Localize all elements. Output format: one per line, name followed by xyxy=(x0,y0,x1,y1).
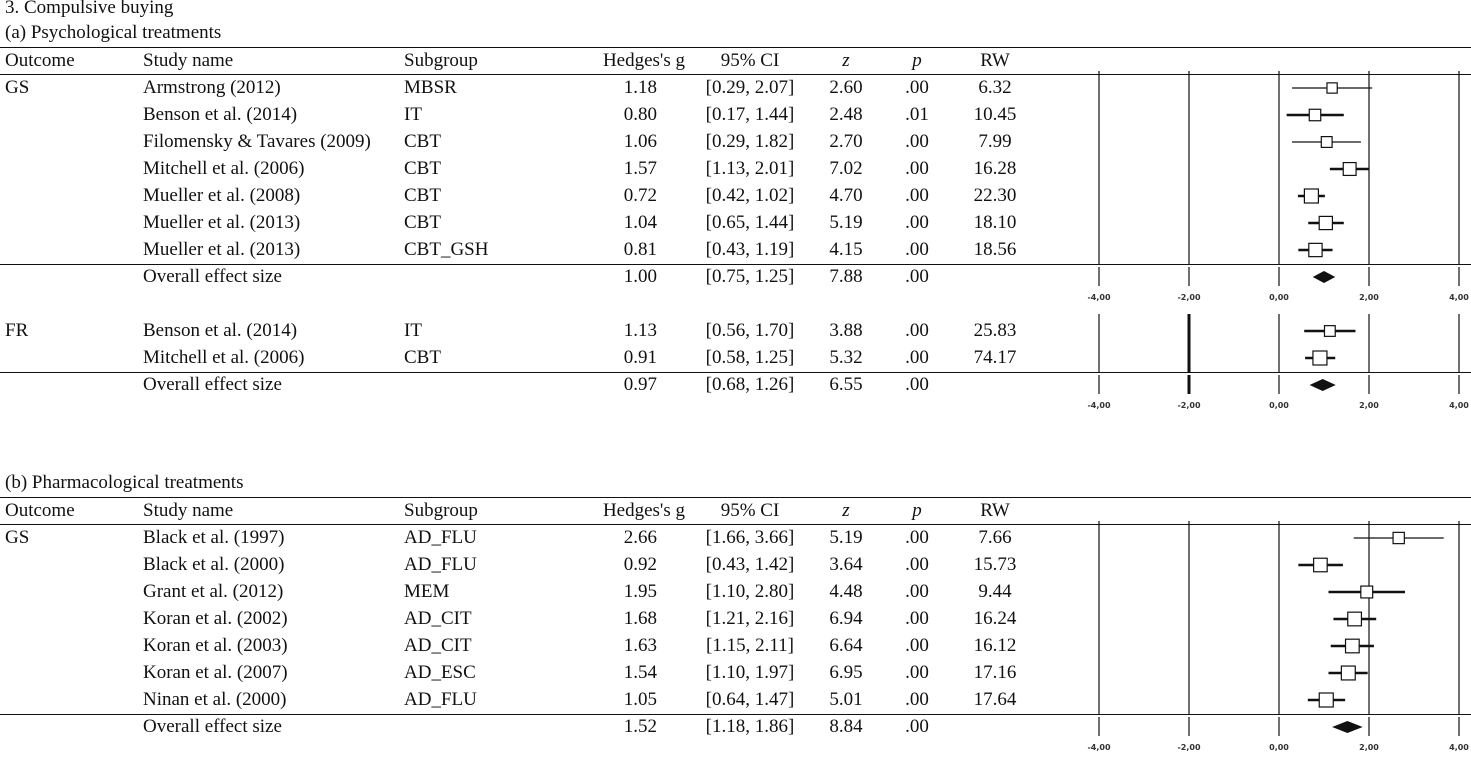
tick-label: -2,00 xyxy=(1177,743,1201,752)
summary-diamond xyxy=(1332,721,1363,733)
p-value: .00 xyxy=(905,608,929,629)
effect-size-square xyxy=(1304,189,1318,203)
overall-g-value: 0.97 xyxy=(623,374,657,395)
p-value: .00 xyxy=(905,185,929,206)
study-name: Black et al. (1997) xyxy=(143,527,285,548)
hedges-g-value: 0.91 xyxy=(623,347,657,368)
ci-value: [0.29, 2.07] xyxy=(705,77,795,98)
rw-value: 15.73 xyxy=(973,554,1017,575)
subgroup: CBT xyxy=(404,158,441,179)
header-p: p xyxy=(912,500,922,521)
tick-label: 2,00 xyxy=(1359,401,1379,410)
outcome-label: FR xyxy=(5,320,29,341)
ci-value: [0.43, 1.19] xyxy=(705,239,795,260)
subgroup: AD_FLU xyxy=(404,527,477,548)
ci-value: [0.42, 1.02] xyxy=(705,185,795,206)
hedges-g-value: 1.63 xyxy=(623,635,657,656)
ci-value: [1.21, 2.16] xyxy=(705,608,795,629)
study-name: Benson et al. (2014) xyxy=(143,104,298,125)
hedges-g-value: 2.66 xyxy=(623,527,657,548)
ci-value: [1.15, 2.11] xyxy=(706,635,794,656)
tick-label: -4,00 xyxy=(1087,743,1111,752)
hedges-g-value: 1.57 xyxy=(623,158,657,179)
hedges-g-value: 1.68 xyxy=(623,608,657,629)
hedges-g-value: 0.92 xyxy=(623,554,657,575)
study-name: Grant et al. (2012) xyxy=(143,581,284,602)
rw-value: 16.24 xyxy=(973,608,1017,629)
outcome-label: GS xyxy=(5,77,30,98)
tick-label: 2,00 xyxy=(1359,293,1379,302)
rw-value: 7.66 xyxy=(978,527,1012,548)
ci-value: [1.10, 1.97] xyxy=(705,662,795,683)
overall-p-value: .00 xyxy=(905,716,929,737)
z-value: 7.02 xyxy=(829,158,863,179)
ci-value: [0.65, 1.44] xyxy=(705,212,795,233)
z-value: 2.70 xyxy=(829,131,863,152)
ci-value: [0.29, 1.82] xyxy=(705,131,795,152)
summary-diamond xyxy=(1313,271,1336,283)
header-study-name: Study name xyxy=(143,50,234,71)
effect-size-square xyxy=(1321,137,1332,148)
hedges-g-value: 0.72 xyxy=(623,185,657,206)
p-value: .00 xyxy=(905,662,929,683)
rw-value: 10.45 xyxy=(973,104,1017,125)
effect-size-square xyxy=(1393,532,1404,543)
subgroup: AD_FLU xyxy=(404,689,477,710)
ci-value: [0.43, 1.42] xyxy=(705,554,795,575)
z-value: 6.95 xyxy=(829,662,863,683)
subgroup: CBT xyxy=(404,212,441,233)
header-z: z xyxy=(842,500,850,521)
overall-g-value: 1.52 xyxy=(623,716,657,737)
study-name: Ninan et al. (2000) xyxy=(143,689,287,710)
effect-size-square xyxy=(1348,612,1362,626)
overall-ci-value: [0.68, 1.26] xyxy=(705,374,795,395)
study-name: Mueller et al. (2008) xyxy=(143,185,301,206)
z-value: 4.70 xyxy=(829,185,863,206)
header-z: z xyxy=(842,50,850,71)
p-value: .00 xyxy=(905,158,929,179)
p-value: .00 xyxy=(905,77,929,98)
overall-label: Overall effect size xyxy=(143,266,282,287)
z-value: 4.15 xyxy=(829,239,863,260)
hedges-g-value: 1.54 xyxy=(623,662,657,683)
subgroup: CBT_GSH xyxy=(404,239,489,260)
rw-value: 17.64 xyxy=(973,689,1017,710)
tick-label: -2,00 xyxy=(1177,401,1201,410)
hedges-g-value: 1.05 xyxy=(623,689,657,710)
header-rw: RW xyxy=(980,50,1010,71)
effect-size-square xyxy=(1314,558,1328,572)
rw-value: 16.12 xyxy=(973,635,1017,656)
ci-value: [0.64, 1.47] xyxy=(705,689,795,710)
effect-size-square xyxy=(1346,639,1360,653)
panel-title: (a) Psychological treatments xyxy=(5,22,222,43)
subgroup: AD_FLU xyxy=(404,554,477,575)
tick-label: 4,00 xyxy=(1449,401,1469,410)
z-value: 5.19 xyxy=(829,527,863,548)
ci-value: [0.17, 1.44] xyxy=(705,104,795,125)
effect-size-square xyxy=(1309,243,1322,256)
subgroup: AD_ESC xyxy=(404,662,476,683)
header-outcome: Outcome xyxy=(5,50,75,71)
z-value: 2.60 xyxy=(829,77,863,98)
header-ci: 95% CI xyxy=(720,50,780,71)
z-value: 2.48 xyxy=(829,104,863,125)
z-value: 3.88 xyxy=(829,320,863,341)
hedges-g-value: 1.06 xyxy=(623,131,657,152)
p-value: .00 xyxy=(905,239,929,260)
effect-size-square xyxy=(1309,109,1320,120)
z-value: 6.94 xyxy=(829,608,863,629)
rw-value: 9.44 xyxy=(978,581,1012,602)
hedges-g-value: 1.04 xyxy=(623,212,657,233)
header-subgroup: Subgroup xyxy=(404,50,478,71)
overall-g-value: 1.00 xyxy=(623,266,657,287)
subgroup: AD_CIT xyxy=(404,608,472,629)
z-value: 5.19 xyxy=(829,212,863,233)
study-name: Black et al. (2000) xyxy=(143,554,285,575)
study-name: Armstrong (2012) xyxy=(143,77,281,98)
overall-ci-value: [1.18, 1.86] xyxy=(705,716,795,737)
p-value: .00 xyxy=(905,635,929,656)
header-hedges-g: Hedges's g xyxy=(602,50,685,71)
study-name: Mueller et al. (2013) xyxy=(143,212,301,233)
effect-size-square xyxy=(1313,351,1327,365)
overall-p-value: .00 xyxy=(905,266,929,287)
z-value: 4.48 xyxy=(829,581,863,602)
header-outcome: Outcome xyxy=(5,500,75,521)
hedges-g-value: 1.18 xyxy=(623,77,657,98)
tick-label: -2,00 xyxy=(1177,293,1201,302)
subgroup: MBSR xyxy=(404,77,457,98)
rw-value: 17.16 xyxy=(973,662,1017,683)
subgroup: MEM xyxy=(404,581,450,602)
subgroup: CBT xyxy=(404,347,441,368)
ci-value: [1.66, 3.66] xyxy=(705,527,795,548)
hedges-g-value: 1.95 xyxy=(623,581,657,602)
study-name: Benson et al. (2014) xyxy=(143,320,298,341)
study-name: Koran et al. (2007) xyxy=(143,662,288,683)
subgroup: CBT xyxy=(404,131,441,152)
ci-value: [1.13, 2.01] xyxy=(705,158,795,179)
p-value: .00 xyxy=(905,554,929,575)
z-value: 5.01 xyxy=(829,689,863,710)
effect-size-square xyxy=(1361,586,1373,598)
study-name: Mitchell et al. (2006) xyxy=(143,158,305,179)
rw-value: 25.83 xyxy=(973,320,1017,341)
effect-size-square xyxy=(1327,83,1337,93)
ci-value: [1.10, 2.80] xyxy=(705,581,795,602)
p-value: .00 xyxy=(905,527,929,548)
p-value: .00 xyxy=(905,320,929,341)
effect-size-square xyxy=(1324,326,1335,337)
study-name: Mitchell et al. (2006) xyxy=(143,347,305,368)
p-value: .01 xyxy=(905,104,929,125)
p-value: .00 xyxy=(905,689,929,710)
p-value: .00 xyxy=(905,347,929,368)
figure-title: 3. Compulsive buying xyxy=(5,0,174,18)
hedges-g-value: 0.81 xyxy=(623,239,657,260)
subgroup: IT xyxy=(404,320,422,341)
ci-value: [0.58, 1.25] xyxy=(705,347,795,368)
overall-label: Overall effect size xyxy=(143,716,282,737)
tick-label: 4,00 xyxy=(1449,293,1469,302)
header-ci: 95% CI xyxy=(720,500,780,521)
z-value: 6.64 xyxy=(829,635,863,656)
tick-label: 0,00 xyxy=(1269,743,1289,752)
effect-size-square xyxy=(1319,693,1333,707)
rw-value: 7.99 xyxy=(978,131,1012,152)
effect-size-square xyxy=(1341,666,1355,680)
header-rw: RW xyxy=(980,500,1010,521)
study-name: Koran et al. (2003) xyxy=(143,635,288,656)
header-p: p xyxy=(912,50,922,71)
tick-label: -4,00 xyxy=(1087,293,1111,302)
subgroup: AD_CIT xyxy=(404,635,472,656)
overall-p-value: .00 xyxy=(905,374,929,395)
z-value: 5.32 xyxy=(829,347,863,368)
tick-label: 0,00 xyxy=(1269,401,1289,410)
rw-value: 74.17 xyxy=(973,347,1017,368)
p-value: .00 xyxy=(905,581,929,602)
p-value: .00 xyxy=(905,212,929,233)
rw-value: 22.30 xyxy=(973,185,1017,206)
tick-label: 2,00 xyxy=(1359,743,1379,752)
ci-value: [0.56, 1.70] xyxy=(705,320,795,341)
p-value: .00 xyxy=(905,131,929,152)
outcome-label: GS xyxy=(5,527,30,548)
tick-label: 0,00 xyxy=(1269,293,1289,302)
tick-label: -4,00 xyxy=(1087,401,1111,410)
header-hedges-g: Hedges's g xyxy=(602,500,685,521)
study-name: Mueller et al. (2013) xyxy=(143,239,301,260)
rw-value: 6.32 xyxy=(978,77,1012,98)
overall-z-value: 6.55 xyxy=(829,374,863,395)
rw-value: 18.10 xyxy=(973,212,1017,233)
subgroup: CBT xyxy=(404,185,441,206)
hedges-g-value: 1.13 xyxy=(623,320,657,341)
effect-size-square xyxy=(1343,163,1356,176)
overall-label: Overall effect size xyxy=(143,374,282,395)
header-study-name: Study name xyxy=(143,500,234,521)
rw-value: 18.56 xyxy=(973,239,1017,260)
z-value: 3.64 xyxy=(829,554,863,575)
header-subgroup: Subgroup xyxy=(404,500,478,521)
summary-diamond xyxy=(1310,379,1336,391)
overall-z-value: 7.88 xyxy=(829,266,863,287)
overall-ci-value: [0.75, 1.25] xyxy=(705,266,795,287)
tick-label: 4,00 xyxy=(1449,743,1469,752)
panel-title: (b) Pharmacological treatments xyxy=(5,472,244,493)
subgroup: IT xyxy=(404,104,422,125)
study-name: Filomensky & Tavares (2009) xyxy=(143,131,371,152)
overall-z-value: 8.84 xyxy=(829,716,863,737)
effect-size-square xyxy=(1319,216,1332,229)
rw-value: 16.28 xyxy=(973,158,1017,179)
study-name: Koran et al. (2002) xyxy=(143,608,288,629)
hedges-g-value: 0.80 xyxy=(623,104,657,125)
